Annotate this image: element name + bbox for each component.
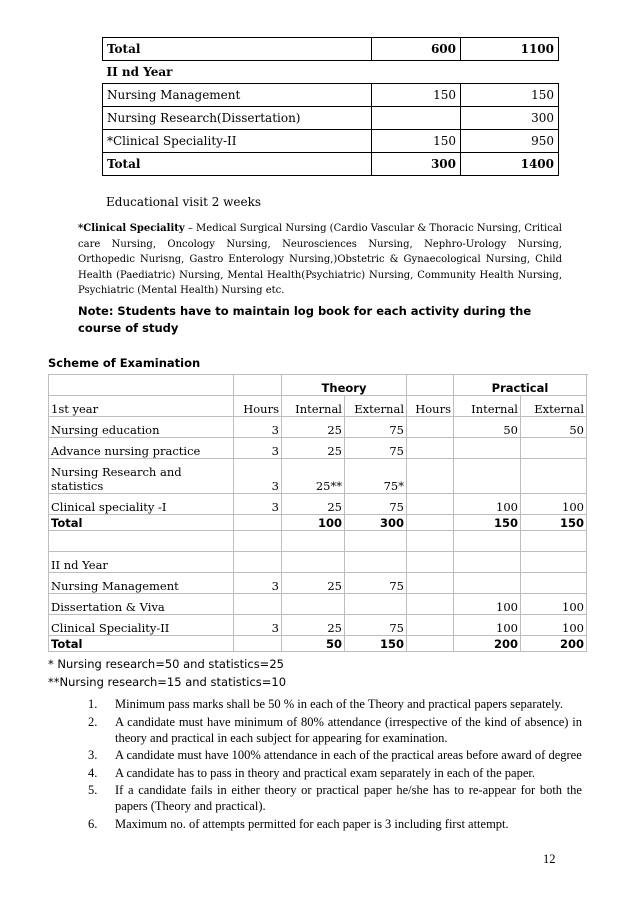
hours-row — [103, 84, 559, 107]
exam-subject-row — [49, 573, 587, 594]
empty-cell — [234, 552, 282, 573]
hours-row — [103, 153, 559, 176]
exam-subject-row — [49, 615, 587, 636]
exam-subject-row — [49, 594, 587, 615]
marks-cell — [282, 594, 345, 615]
hours-row-label: Total — [103, 38, 372, 61]
rule-number: 1. — [88, 697, 98, 711]
scheme-of-examination-heading: Scheme of Examination — [48, 356, 201, 370]
marks-cell: 3 — [234, 573, 282, 594]
hours-row-value-1: 150 — [372, 84, 461, 107]
hours-row — [103, 130, 559, 153]
exam-total-row — [49, 636, 587, 652]
marks-cell — [234, 636, 282, 652]
hours-row-label: II nd Year — [106, 65, 173, 79]
column-header: Hours — [234, 396, 282, 417]
column-header: External — [521, 396, 587, 417]
total-label: Total — [49, 515, 234, 531]
marks-cell — [407, 594, 454, 615]
marks-cell: 3 — [234, 615, 282, 636]
marks-cell: 75 — [345, 615, 407, 636]
total-label: Total — [49, 636, 234, 652]
marks-cell: 100 — [521, 594, 587, 615]
marks-cell: 25 — [282, 573, 345, 594]
marks-cell: 25** — [282, 459, 345, 494]
marks-cell — [407, 438, 454, 459]
marks-cell: 100 — [521, 494, 587, 515]
marks-cell — [521, 438, 587, 459]
column-header: Internal — [282, 396, 345, 417]
column-header: Internal — [454, 396, 521, 417]
empty-row — [49, 531, 587, 552]
rule-item — [84, 782, 582, 814]
marks-cell: 100 — [521, 615, 587, 636]
marks-cell: 75 — [345, 494, 407, 515]
marks-cell — [407, 459, 454, 494]
rule-text: A candidate has to pass in theory and practical exam separately in each of the paper. — [115, 765, 535, 780]
exam-subject-row — [49, 459, 587, 494]
examination-rules-list — [84, 696, 582, 833]
marks-cell: 150 — [521, 515, 587, 531]
rule-number: 4. — [88, 765, 98, 780]
marks-cell: 75 — [345, 573, 407, 594]
exam-subject-row — [49, 417, 587, 438]
empty-cell — [234, 531, 282, 552]
empty-cell — [49, 375, 234, 396]
marks-cell: 200 — [521, 636, 587, 652]
marks-cell — [345, 594, 407, 615]
marks-cell: 100 — [454, 494, 521, 515]
empty-cell — [407, 375, 454, 396]
marks-cell — [454, 573, 521, 594]
exam-subject-row — [49, 494, 587, 515]
subject-name: Nursing education — [49, 417, 234, 438]
marks-cell — [234, 594, 282, 615]
marks-cell: 100 — [454, 615, 521, 636]
column-header: Hours — [407, 396, 454, 417]
second-year-row — [49, 552, 587, 573]
hours-row-value-2: 1100 — [461, 38, 559, 61]
marks-cell: 50 — [282, 636, 345, 652]
hours-row-value-2: 1400 — [461, 153, 559, 176]
empty-cell — [454, 531, 521, 552]
marks-cell — [407, 417, 454, 438]
marks-cell: 75 — [345, 417, 407, 438]
marks-cell — [407, 615, 454, 636]
marks-cell: 75 — [345, 438, 407, 459]
rule-item — [84, 696, 582, 712]
hours-row-value-2: 150 — [461, 84, 559, 107]
footnote-research-50: * Nursing research=50 and statistics=25 — [48, 657, 284, 671]
rule-number: 3. — [88, 748, 98, 762]
rule-number: 6. — [88, 816, 98, 831]
marks-cell — [407, 515, 454, 531]
hours-row-label: Nursing Research(Dissertation) — [103, 107, 372, 130]
hours-row-value-1: 300 — [372, 153, 461, 176]
hours-row-value-2 — [461, 61, 559, 84]
marks-cell — [454, 459, 521, 494]
hours-row-value-1: 600 — [372, 38, 461, 61]
log-book-note: Note: Students have to maintain log book for each activity during the course of study — [78, 304, 532, 335]
marks-cell: 25 — [282, 438, 345, 459]
subject-name: Nursing Research and statistics — [49, 459, 234, 494]
subject-name: Advance nursing practice — [49, 438, 234, 459]
marks-cell: 25 — [282, 417, 345, 438]
empty-cell — [407, 552, 454, 573]
rule-item — [84, 714, 582, 746]
marks-cell: 100 — [454, 594, 521, 615]
rule-number: 2. — [88, 714, 98, 729]
marks-cell: 200 — [454, 636, 521, 652]
marks-cell — [407, 573, 454, 594]
marks-cell — [407, 494, 454, 515]
second-year-label: II nd Year — [49, 552, 234, 573]
hours-row-value-2: 950 — [461, 130, 559, 153]
marks-cell: 3 — [234, 494, 282, 515]
exam-subject-row — [49, 438, 587, 459]
empty-cell — [345, 552, 407, 573]
empty-cell — [49, 531, 234, 552]
empty-cell — [282, 552, 345, 573]
subject-name: Clinical Speciality-II — [49, 615, 234, 636]
marks-cell: 3 — [234, 459, 282, 494]
empty-cell — [407, 531, 454, 552]
marks-cell — [234, 515, 282, 531]
marks-cell — [521, 459, 587, 494]
marks-cell: 100 — [282, 515, 345, 531]
marks-cell: 3 — [234, 417, 282, 438]
clinical-speciality-lead: *Clinical Speciality — [78, 223, 185, 234]
marks-cell: 50 — [454, 417, 521, 438]
marks-cell: 50 — [521, 417, 587, 438]
hours-row-label: Total — [103, 153, 372, 176]
rule-item — [84, 747, 582, 763]
hours-row-value-1: 150 — [372, 130, 461, 153]
hours-row — [103, 61, 559, 84]
exam-column-header-row — [49, 396, 587, 417]
subject-name: Dissertation & Viva — [49, 594, 234, 615]
marks-cell — [454, 438, 521, 459]
empty-cell — [282, 531, 345, 552]
rule-item — [84, 765, 582, 781]
clinical-speciality-text: – Medical Surgical Nursing (Cardio Vascular & Thoracic Nursing, Critical care Nursing, Oncology Nursing, Neurosciences Nursing, Nephro-Urology Nursing, Orthopedic Nurisng, Gastro Enterology Nursing,)Obstetric & Gynaecological Nursing, Child Health (Paediatric) Nursing, Mental Health(Psychiatric) Nursing, Community Health Nursing, Psychiatric (Mental Health) Nursing etc. — [78, 223, 562, 296]
hours-row-label: Nursing Management — [103, 84, 372, 107]
marks-cell: 150 — [454, 515, 521, 531]
hours-row-value-1 — [372, 107, 461, 130]
curriculum-hours-table — [102, 37, 559, 176]
subject-name: Clinical speciality -I — [49, 494, 234, 515]
theory-header: Theory — [282, 375, 407, 396]
marks-cell — [521, 573, 587, 594]
footnote-research-15: **Nursing research=15 and statistics=10 — [48, 675, 287, 689]
marks-cell — [407, 636, 454, 652]
subject-name: Nursing Management — [49, 573, 234, 594]
rule-text: Maximum no. of attempts permitted for each paper is 3 including first attempt. — [115, 816, 509, 831]
hours-row-label: *Clinical Speciality-II — [103, 130, 372, 153]
page-number: 12 — [543, 852, 556, 866]
marks-cell: 75* — [345, 459, 407, 494]
marks-cell: 150 — [345, 636, 407, 652]
examination-scheme-table — [48, 374, 587, 652]
empty-cell — [521, 552, 587, 573]
empty-cell — [521, 531, 587, 552]
empty-cell — [454, 552, 521, 573]
exam-header-row — [49, 375, 587, 396]
empty-cell — [234, 375, 282, 396]
educational-visit-text: Educational visit 2 weeks — [106, 195, 262, 209]
empty-cell — [345, 531, 407, 552]
marks-cell: 25 — [282, 494, 345, 515]
exam-total-row — [49, 515, 587, 531]
rule-text: Minimum pass marks shall be 50 % in each of the Theory and practical papers separately. — [115, 697, 564, 711]
rule-text: A candidate must have 100% attendance in each of the practical areas before award of degree — [115, 748, 582, 762]
hours-row — [103, 107, 559, 130]
rule-text: If a candidate fails in either theory or practical paper he/she has to re-appear for both the papers (Theory and practical). — [115, 783, 582, 813]
marks-cell: 300 — [345, 515, 407, 531]
hours-row — [103, 38, 559, 61]
marks-cell: 3 — [234, 438, 282, 459]
hours-row-value-1 — [372, 61, 461, 84]
practical-header: Practical — [454, 375, 587, 396]
hours-row-value-2: 300 — [461, 107, 559, 130]
column-header: External — [345, 396, 407, 417]
clinical-speciality-note — [78, 221, 562, 299]
rule-number: 5. — [88, 783, 98, 797]
rule-text: A candidate must have minimum of 80% attendance (irrespective of the kind of absence) in theory and practical in each subject for appearing for examination. — [115, 714, 582, 745]
rule-item — [84, 816, 582, 832]
marks-cell: 25 — [282, 615, 345, 636]
first-year-label: 1st year — [49, 396, 234, 417]
